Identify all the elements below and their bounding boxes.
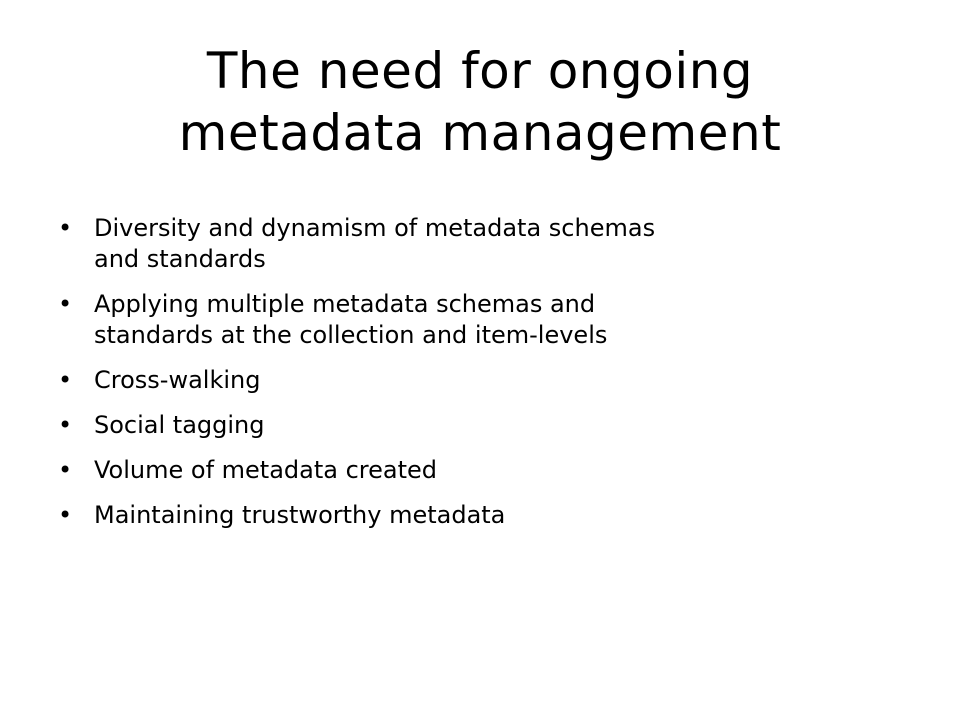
bullet-item	[58, 213, 898, 275]
bullet-text-line: Applying multiple metadata schemas and	[94, 290, 596, 318]
bullet-text	[94, 213, 898, 275]
bullet-text-line: Diversity and dynamism of metadata schemas	[94, 214, 656, 242]
bullet-item	[58, 365, 898, 396]
bullet-icon: •	[58, 456, 73, 484]
bullet-text-line: Social tagging	[94, 411, 265, 439]
bullet-text	[94, 365, 898, 396]
bullet-text	[94, 289, 898, 351]
bullet-text-line: and standards	[94, 245, 266, 273]
bullet-item	[58, 500, 898, 531]
bullet-icon: •	[58, 214, 73, 242]
bullet-text	[94, 410, 898, 441]
slide-title-line: The need for ongoing	[206, 42, 754, 100]
bullet-item	[58, 289, 898, 351]
bullet-text	[94, 500, 898, 531]
bullet-icon: •	[58, 411, 73, 439]
bullet-text-line: Cross-walking	[94, 366, 261, 394]
slide-title	[60, 40, 900, 164]
bullet-icon: •	[58, 366, 73, 394]
bullet-text-line: Maintaining trustworthy metadata	[94, 501, 506, 529]
bullet-item	[58, 455, 898, 486]
bullet-item	[58, 410, 898, 441]
bullet-icon: •	[58, 290, 73, 318]
bullet-text	[94, 455, 898, 486]
bullet-text-line: standards at the collection and item-levels	[94, 321, 608, 349]
bullet-list	[58, 213, 898, 545]
bullet-icon: •	[58, 501, 73, 529]
slide-title-line: metadata management	[178, 104, 782, 162]
bullet-text-line: Volume of metadata created	[94, 456, 438, 484]
